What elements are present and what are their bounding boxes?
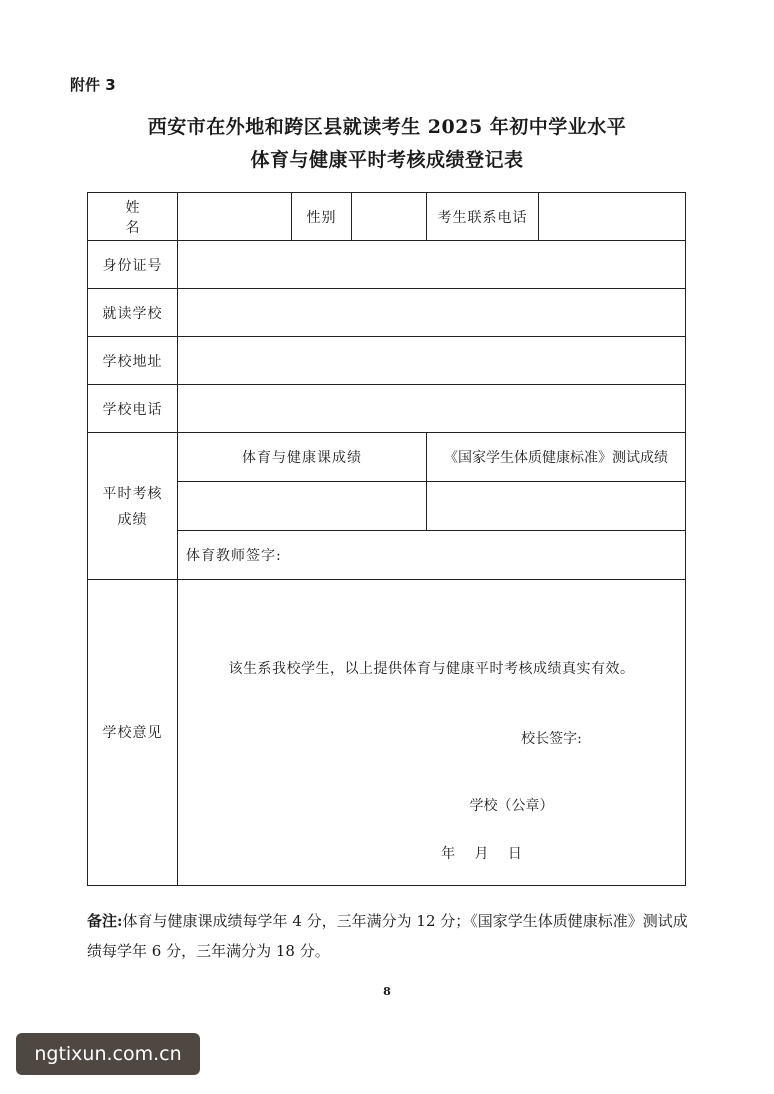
school-address-label: 学校地址 [88, 337, 178, 385]
school-label: 就读学校 [88, 289, 178, 337]
registration-form-table [87, 192, 686, 886]
id-number-field[interactable] [178, 241, 686, 289]
date-line: 年 月 日 [441, 845, 522, 862]
table-row [88, 337, 686, 385]
school-opinion-area[interactable] [178, 579, 686, 886]
assessment-label-line1: 平时考核 [102, 485, 163, 502]
assessment-label-line2: 成绩 [117, 511, 148, 528]
table-row [88, 482, 686, 531]
school-seal: 学校（公章） [469, 797, 554, 814]
table-row [88, 531, 686, 579]
site-watermark: ngtixun.com.cn [16, 1033, 200, 1075]
principal-signature: 校长签字: [521, 730, 582, 747]
gender-label: 性别 [292, 193, 352, 241]
school-phone-label: 学校电话 [88, 385, 178, 433]
table-row [88, 241, 686, 289]
student-phone-field[interactable] [539, 193, 686, 241]
school-phone-field[interactable] [178, 385, 686, 433]
school-opinion-label: 学校意见 [88, 579, 178, 886]
table-row [88, 193, 686, 241]
page-number: 8 [383, 985, 391, 998]
pe-score-field[interactable] [178, 482, 427, 531]
name-field[interactable] [178, 193, 292, 241]
table-row [88, 433, 686, 482]
document-title-line1: 西安市在外地和跨区县就读考生 2025 年初中学业水平 [147, 116, 627, 138]
assessment-score-label [88, 433, 178, 579]
opinion-statement: 该生系我校学生，以上提供体育与健康平时考核成绩真实有效。 [228, 660, 635, 677]
school-address-field[interactable] [178, 337, 686, 385]
table-row [88, 289, 686, 337]
id-number-label: 身份证号 [88, 241, 178, 289]
note-text: 体育与健康课成绩每学年 4 分，三年满分为 12 分；《国家学生体质健康标准》测试成绩每学年 6 分，三年满分为 18 分。 [87, 912, 688, 960]
name-label: 姓 名 [88, 193, 178, 241]
note-paragraph [87, 906, 691, 966]
document-title-line2: 体育与健康平时考核成绩登记表 [250, 149, 524, 171]
gender-field[interactable] [352, 193, 427, 241]
school-field[interactable] [178, 289, 686, 337]
note-prefix: 备注: [87, 912, 123, 930]
attachment-label: 附件 3 [70, 76, 116, 94]
pe-score-header: 体育与健康课成绩 [178, 433, 427, 482]
table-row [88, 579, 686, 886]
student-phone-label: 考生联系电话 [427, 193, 539, 241]
table-row [88, 385, 686, 433]
fitness-standard-header: 《国家学生体质健康标准》测试成绩 [427, 433, 686, 482]
fitness-standard-field[interactable] [427, 482, 686, 531]
pe-teacher-signature[interactable]: 体育教师签字: [178, 531, 686, 579]
